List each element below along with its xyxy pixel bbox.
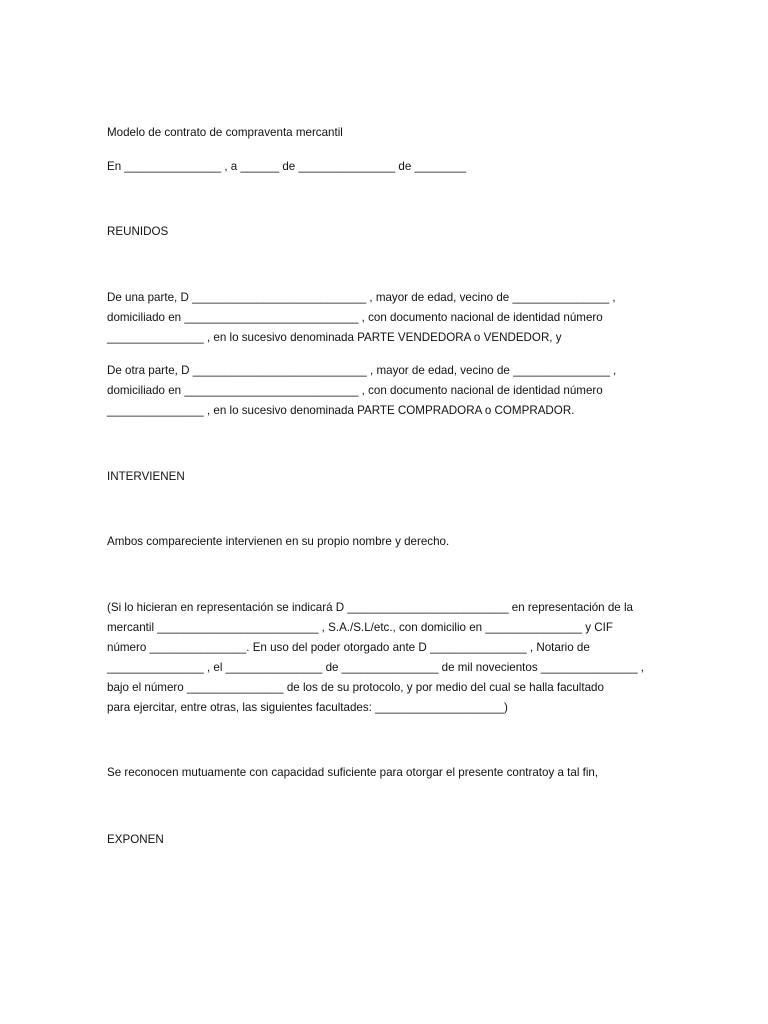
representation-line: mercantil _________________________ , S.A./S.L/etc., con domicilio en _______________ y CIF xyxy=(107,621,613,634)
date-place-line: En _______________ , a ______ de _______________ de ________ xyxy=(107,160,467,173)
representation-line: (Si lo hicieran en representación se indicará D _________________________ en representación de la xyxy=(107,601,633,614)
party2-line: _______________ , en lo sucesivo denominada PARTE COMPRADORA o COMPRADOR. xyxy=(107,404,575,417)
heading-reunidos: REUNIDOS xyxy=(107,225,169,238)
party1-line: De una parte, D ___________________________ , mayor de edad, vecino de _______________ , xyxy=(107,291,616,304)
heading-intervienen: INTERVIENEN xyxy=(107,470,185,483)
party1-line: domiciliado en ___________________________ , con documento nacional de identidad número xyxy=(107,311,603,324)
capacity-text: Se reconocen mutuamente con capacidad suficiente para otorgar el presente contratoy a tal fin, xyxy=(107,766,599,779)
heading-exponen: EXPONEN xyxy=(107,833,164,846)
representation-line: para ejercitar, entre otras, las siguientes facultades: ____________________) xyxy=(107,701,508,714)
intervienen-text: Ambos compareciente intervienen en su propio nombre y derecho. xyxy=(107,535,450,548)
representation-line: _______________ , el _______________ de _______________ de mil novecientos _______________ , xyxy=(107,661,645,674)
document-title: Modelo de contrato de compraventa mercantil xyxy=(107,126,343,139)
party1-line: _______________ , en lo sucesivo denominada PARTE VENDEDORA o VENDEDOR, y xyxy=(107,331,562,344)
party2-line: De otra parte, D ___________________________ , mayor de edad, vecino de _______________ , xyxy=(107,364,617,377)
party2-line: domiciliado en ___________________________ , con documento nacional de identidad número xyxy=(107,384,603,397)
representation-line: número _______________. En uso del poder otorgado ante D _______________ , Notario de xyxy=(107,641,590,654)
representation-line: bajo el número _______________ de los de su protocolo, y por medio del cual se halla facultado xyxy=(107,681,604,694)
